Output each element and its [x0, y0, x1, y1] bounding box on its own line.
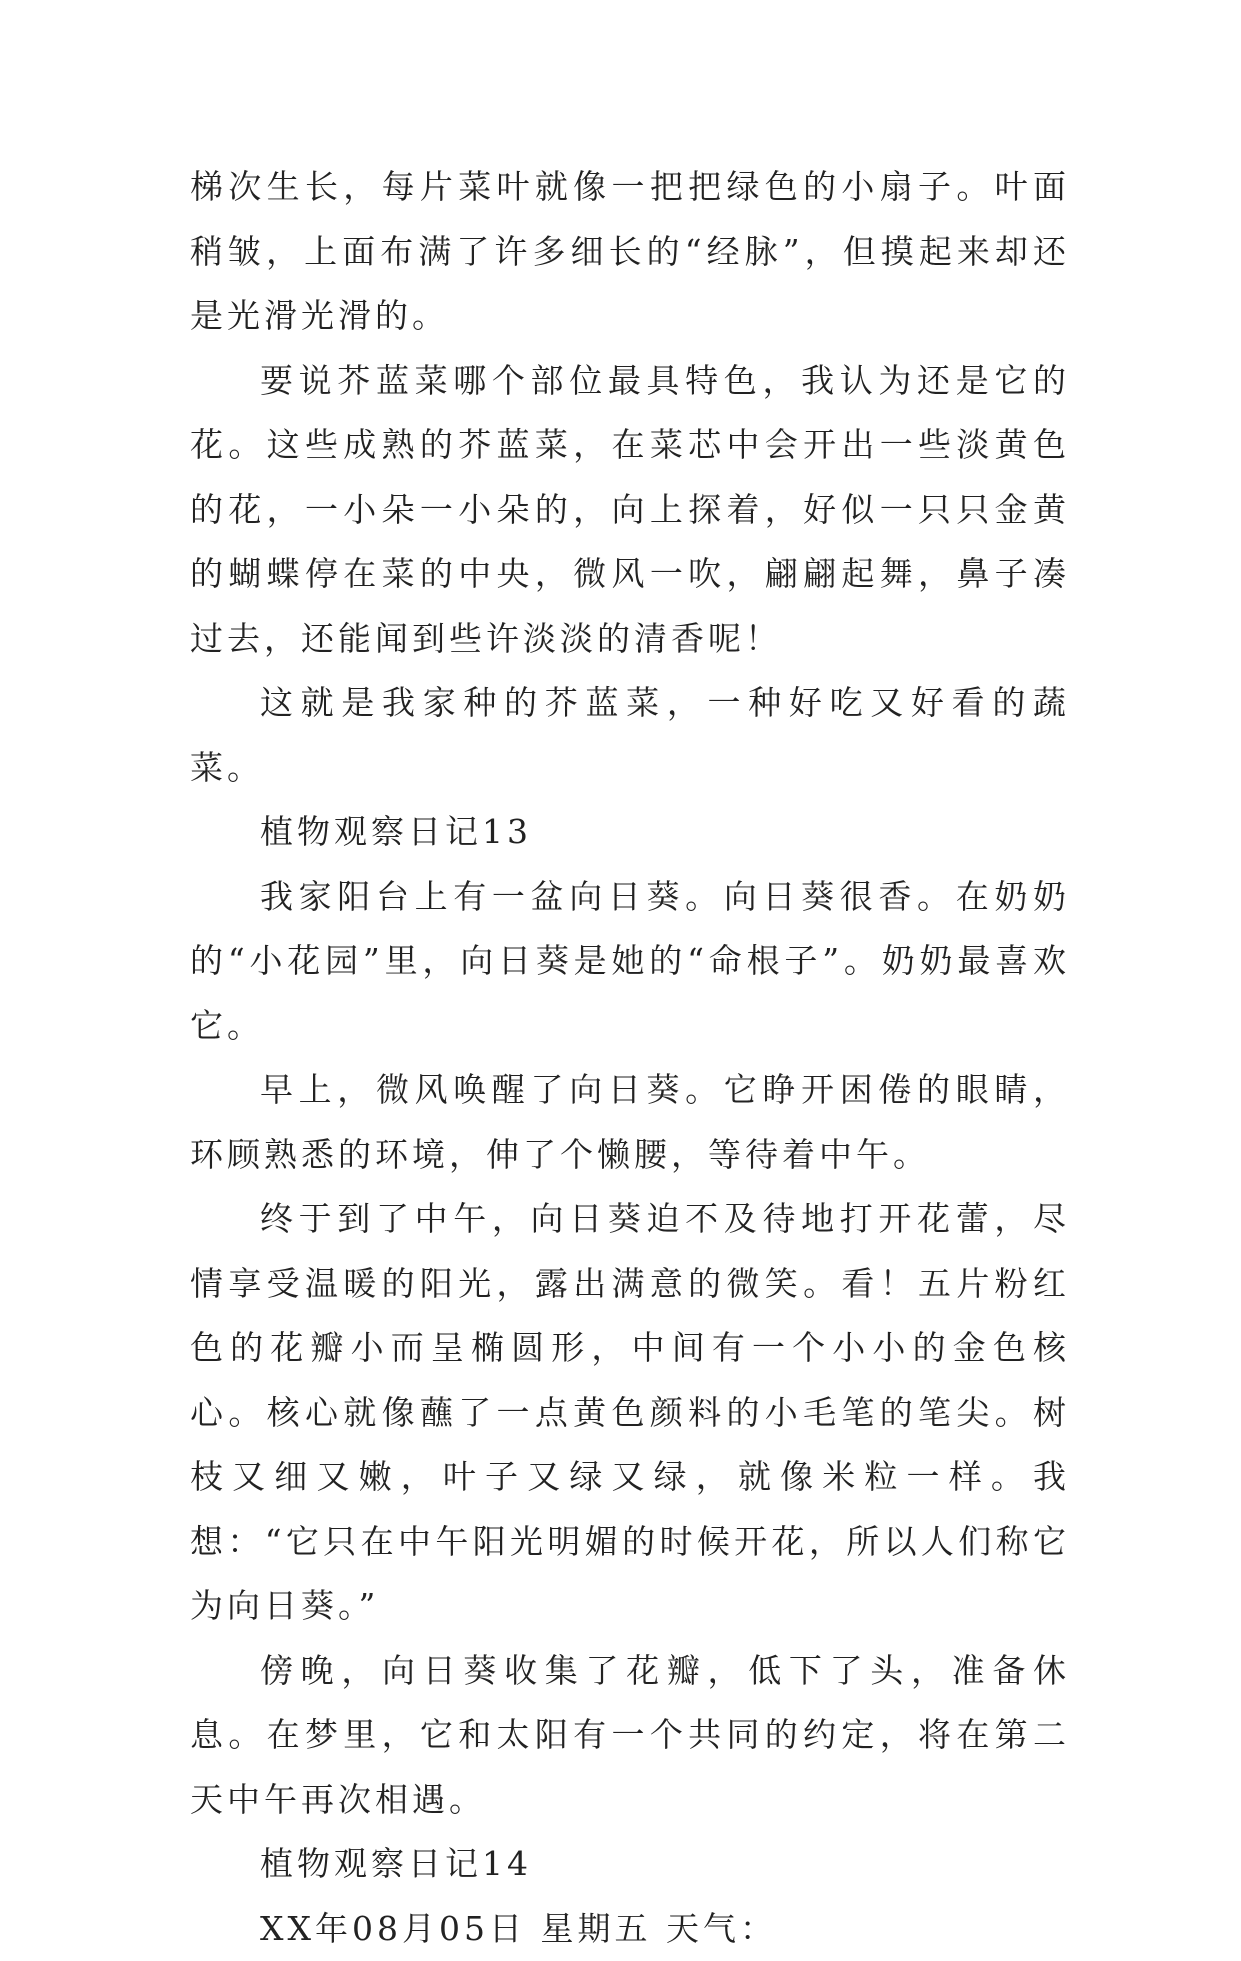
paragraph: 我家阳台上有一盆向日葵。向日葵很香。在奶奶的“小花园”里，向日葵是她的“命根子”。奶奶最喜欢它。: [190, 865, 1070, 1059]
section-heading: 植物观察日记14: [190, 1832, 1070, 1897]
paragraph: 傍晚，向日葵收集了花瓣，低下了头，准备休息。在梦里，它和太阳有一个共同的约定，将在第二天中午再次相遇。: [190, 1639, 1070, 1833]
paragraph: 要说芥蓝菜哪个部位最具特色，我认为还是它的花。这些成熟的芥蓝菜，在菜芯中会开出一些淡黄色的花，一小朵一小朵的，向上探着，好似一只只金黄的蝴蝶停在菜的中央，微风一吹，翩翩起舞，鼻子凑过去，还能闻到些许淡淡的清香呢！: [190, 349, 1070, 672]
paragraph: 早上，微风唤醒了向日葵。它睁开困倦的眼睛，环顾熟悉的环境，伸了个懒腰，等待着中午。: [190, 1058, 1070, 1187]
section-heading: 植物观察日记13: [190, 800, 1070, 865]
paragraph: 梯次生长，每片菜叶就像一把把绿色的小扇子。叶面稍皱，上面布满了许多细长的“经脉”，但摸起来却还是光滑光滑的。: [190, 155, 1070, 349]
paragraph: 这就是我家种的芥蓝菜，一种好吃又好看的蔬菜。: [190, 671, 1070, 800]
date-line: XX年08月05日 星期五 天气：: [190, 1897, 1070, 1961]
document-body: [190, 155, 1070, 1961]
paragraph: 终于到了中午，向日葵迫不及待地打开花蕾，尽情享受温暖的阳光，露出满意的微笑。看！五片粉红色的花瓣小而呈椭圆形，中间有一个小小的金色核心。核心就像蘸了一点黄色颜料的小毛笔的笔尖。树枝又细又嫩，叶子又绿又绿，就像米粒一样。我想：“它只在中午阳光明媚的时候开花，所以人们称它为向日葵。”: [190, 1187, 1070, 1639]
